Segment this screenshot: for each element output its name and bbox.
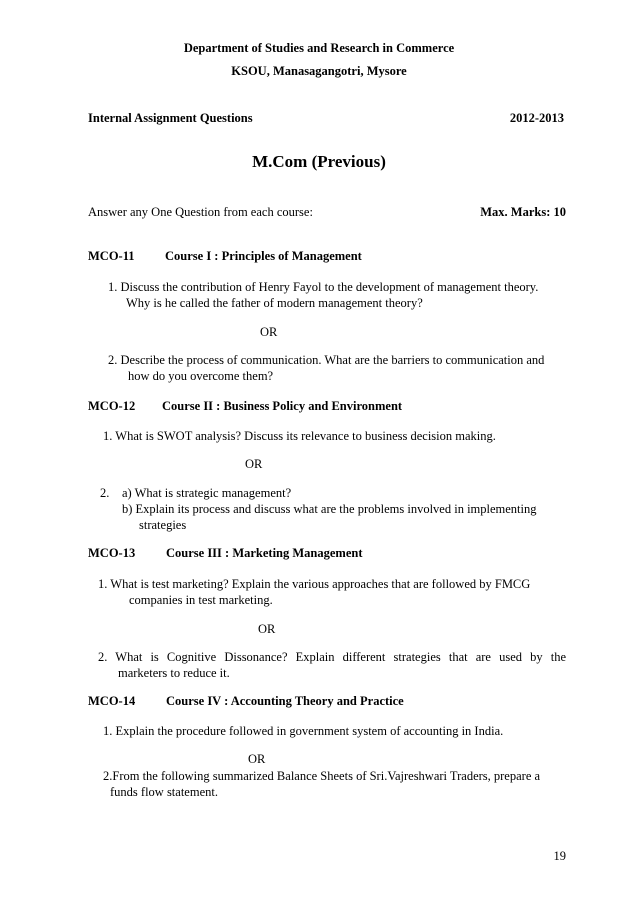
- question-line: Why is he called the father of modern management theory?: [126, 296, 423, 310]
- page-number: 19: [553, 849, 566, 863]
- or-separator: OR: [248, 752, 266, 766]
- course-title: Course II : Business Policy and Environment: [162, 399, 403, 413]
- assignment-title: Internal Assignment Questions: [88, 111, 253, 125]
- course-code: MCO-13: [88, 546, 136, 560]
- course-title: Course III : Marketing Management: [166, 546, 363, 560]
- or-separator: OR: [258, 622, 276, 636]
- course-code: MCO-11: [88, 249, 135, 263]
- question-line: 1. Discuss the contribution of Henry Fayol to the development of management theory.: [108, 280, 539, 294]
- question-line: strategies: [139, 518, 187, 532]
- or-separator: OR: [245, 457, 263, 471]
- course-code: MCO-12: [88, 399, 136, 413]
- question-line: how do you overcome them?: [128, 369, 274, 383]
- question-line: 1. Explain the procedure followed in government system of accounting in India.: [103, 724, 504, 738]
- question-line: funds flow statement.: [110, 785, 218, 799]
- course-title: Course I : Principles of Management: [165, 249, 362, 263]
- question-line: b) Explain its process and discuss what are the problems involved in implementing: [122, 502, 537, 516]
- question-number: 2.: [100, 486, 110, 500]
- academic-year: 2012-2013: [509, 111, 564, 125]
- department-heading: Department of Studies and Research in Commerce: [183, 41, 455, 55]
- course-code: MCO-14: [88, 694, 136, 708]
- instructions-text: Answer any One Question from each course:: [88, 205, 313, 219]
- question-line: 1. What is test marketing? Explain the various approaches that are followed by FMCG: [98, 577, 531, 591]
- question-line: a) What is strategic management?: [122, 486, 292, 500]
- question-line: companies in test marketing.: [129, 593, 273, 607]
- programme-title: M.Com (Previous): [252, 152, 386, 171]
- question-line: 2. Describe the process of communication. What are the barriers to communication and: [108, 353, 545, 367]
- question-line: 2.From the following summarized Balance Sheets of Sri.Vajreshwari Traders, prepare a: [103, 769, 541, 783]
- question-line: 2. What is Cognitive Dissonance? Explain different strategies that are used by the: [98, 650, 566, 664]
- university-heading: KSOU, Manasagangotri, Mysore: [231, 64, 407, 78]
- or-separator: OR: [260, 325, 278, 339]
- question-line: 1. What is SWOT analysis? Discuss its relevance to business decision making.: [103, 429, 496, 443]
- course-title: Course IV : Accounting Theory and Practice: [166, 694, 404, 708]
- max-marks: Max. Marks: 10: [480, 205, 566, 219]
- question-line: marketers to reduce it.: [118, 666, 230, 680]
